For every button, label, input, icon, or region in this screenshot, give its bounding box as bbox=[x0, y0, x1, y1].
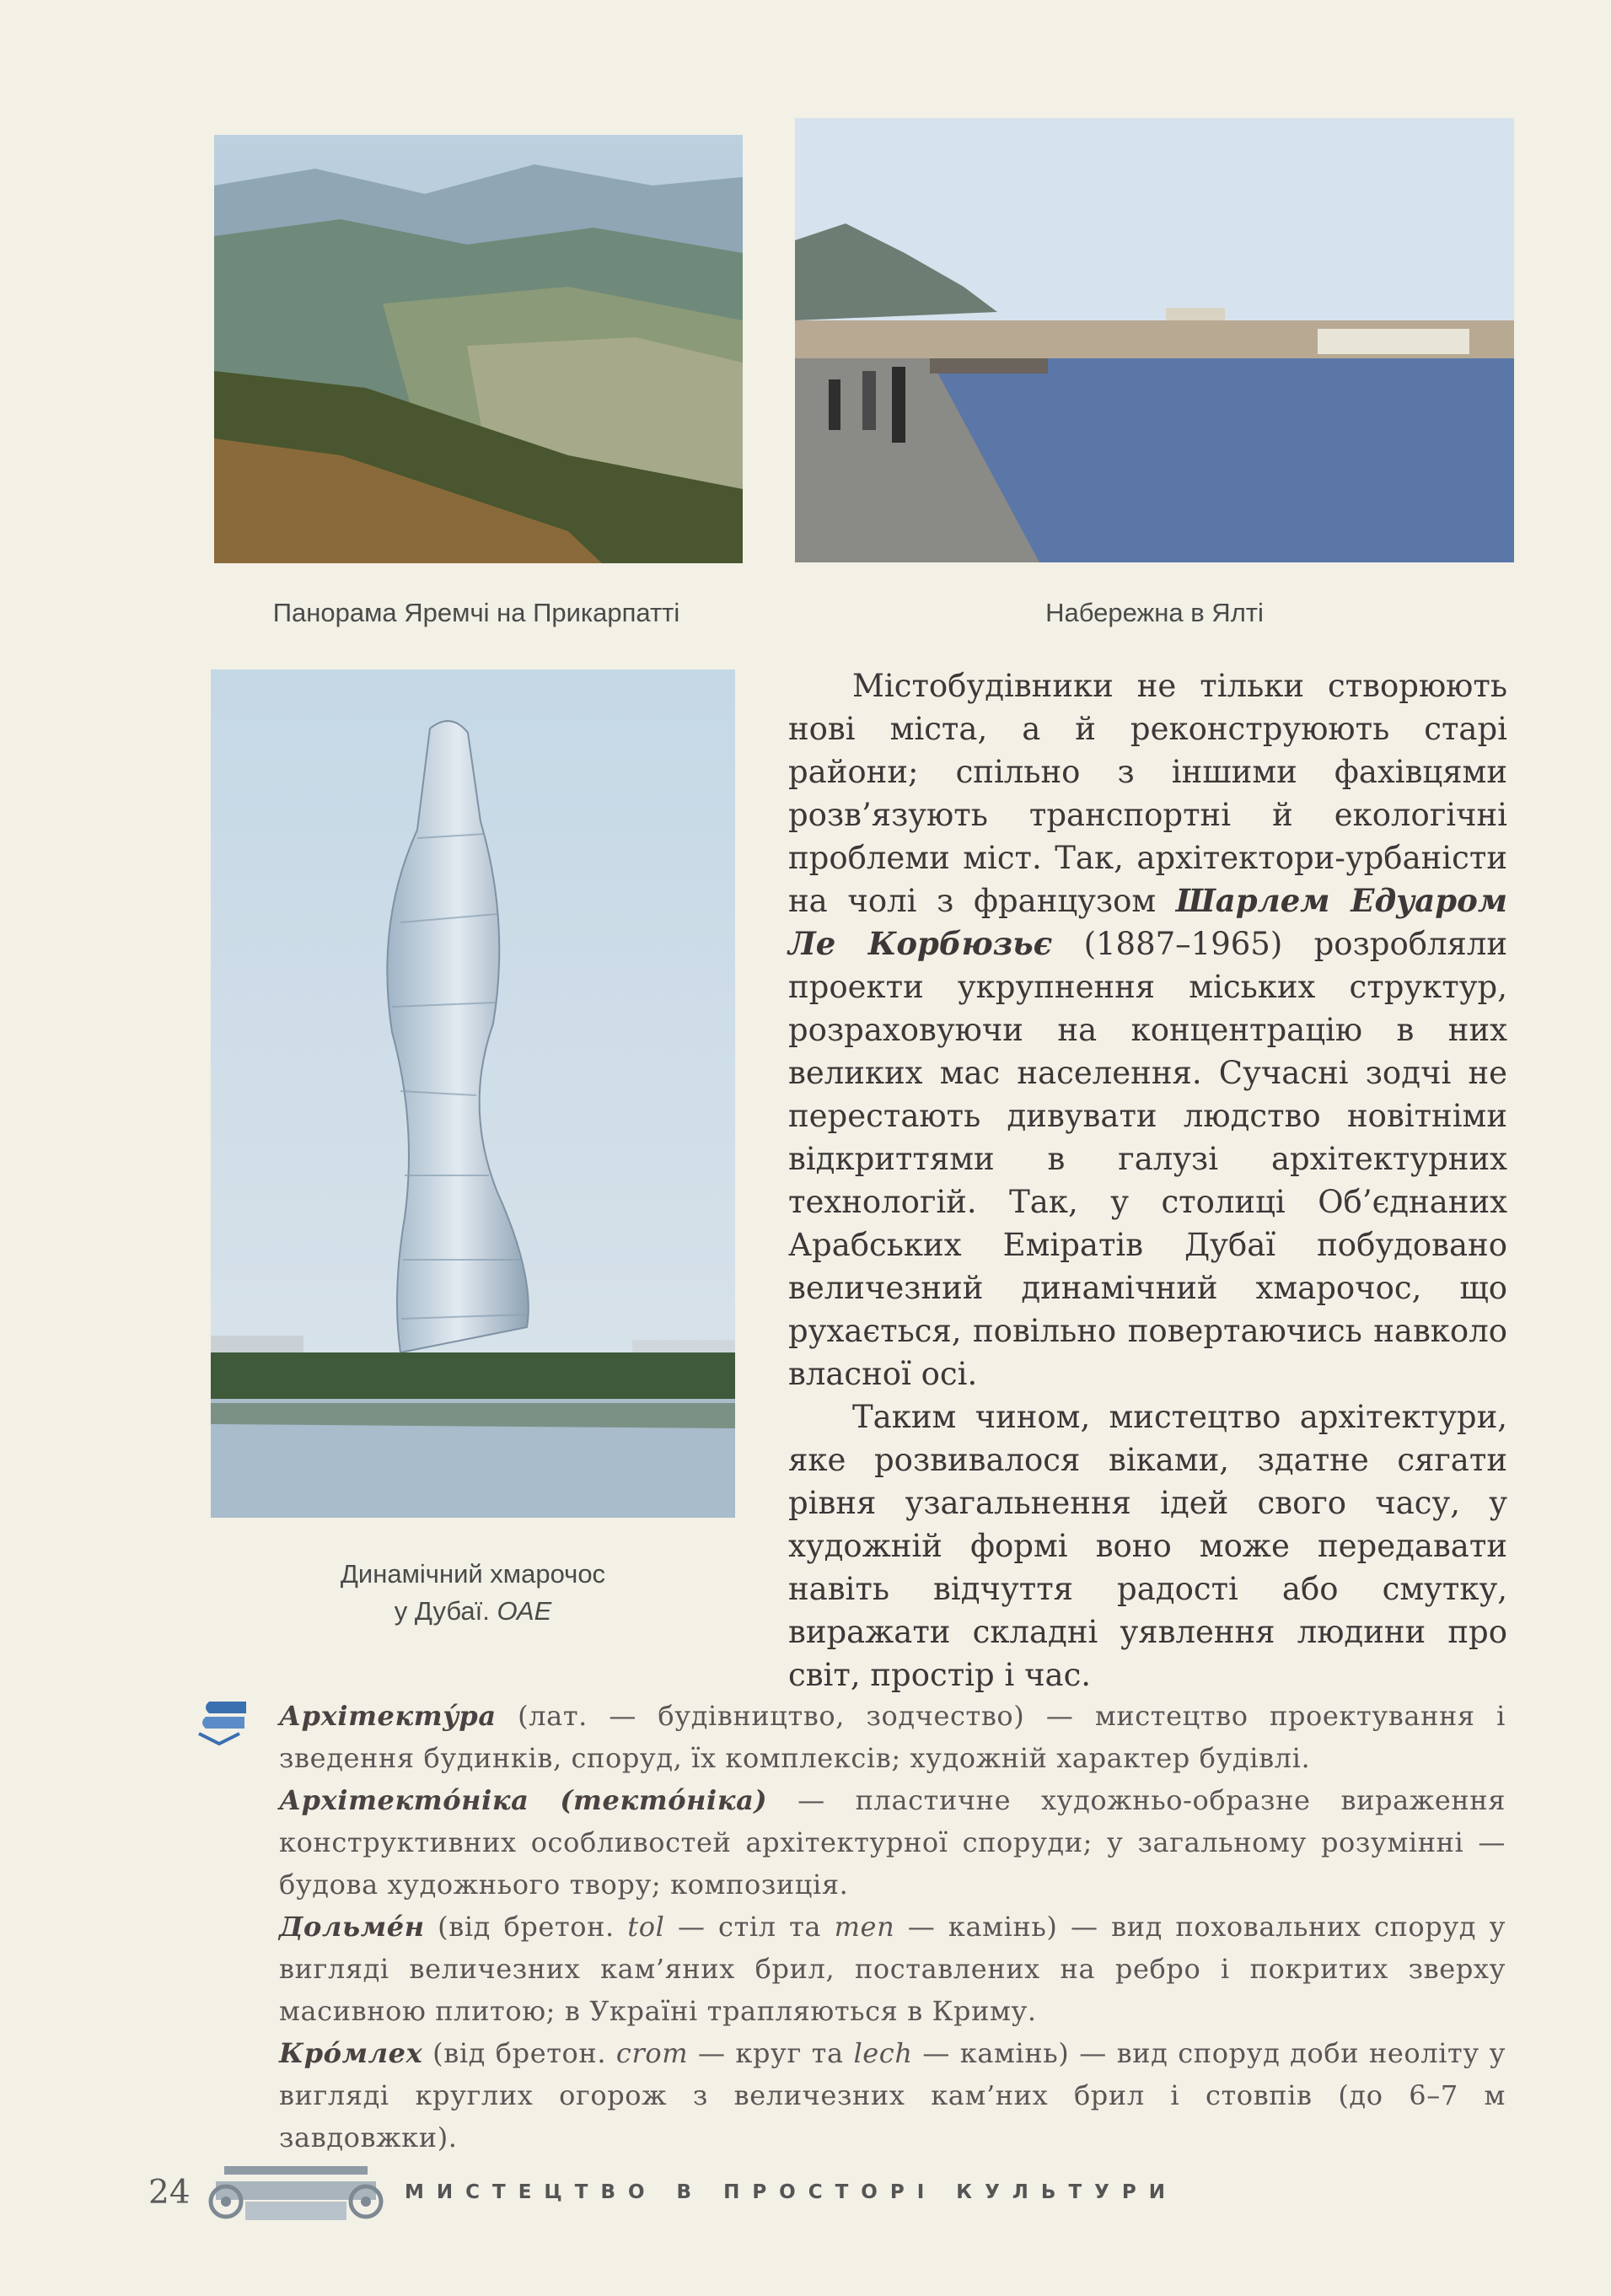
caption-yalta-text: Набережна в Ялті bbox=[1045, 598, 1264, 627]
caption-dubai-country: ОАЕ bbox=[497, 1596, 552, 1626]
glossary-definition: — стіл та bbox=[664, 1911, 835, 1943]
glossary-definition: — камінь) — вид споруд доби неоліту у вигляді круглих огорож з величезних кам’них брил і стовпів (до 6–7 м завдовжки). bbox=[279, 2037, 1506, 2154]
glossary-definition: — круг та bbox=[688, 2037, 854, 2069]
caption-dubai-line1: Динамічний хмарочос bbox=[340, 1559, 606, 1589]
dubai-image bbox=[211, 669, 735, 1518]
photo-yalta bbox=[795, 118, 1514, 562]
running-title: МИСТЕЦТВО В ПРОСТОРІ КУЛЬТУРИ bbox=[405, 2181, 1178, 2203]
caption-dubai bbox=[211, 1556, 735, 1630]
glossary-definition: (лат. — будівництво, зодчество) — мистецтво проектування і зведення будинків, споруд, їх комплексів; художній характер будівлі. bbox=[279, 1700, 1506, 1774]
caption-dubai-line2 bbox=[211, 1593, 735, 1630]
book-stack-icon bbox=[194, 1695, 261, 1754]
caption-yaremche-text: Панорама Яремчі на Прикарпатті bbox=[272, 598, 680, 627]
glossary-term: Дольмéн bbox=[279, 1911, 425, 1943]
architect-name: Шарлем Едуаром Ле Корбюзьє bbox=[788, 882, 1507, 962]
main-paragraph-1 bbox=[788, 664, 1507, 1395]
photo-yaremche bbox=[214, 135, 743, 563]
glossary-definition: — пластичне художньо-образне вираження конструктивних особливостей архітектурної споруди; у загальному розумінні — будова художнього твору; композиція. bbox=[279, 1784, 1506, 1901]
main-text bbox=[788, 664, 1507, 1696]
yaremche-image bbox=[214, 135, 743, 563]
glossary-entry-cromlech bbox=[279, 2032, 1506, 2159]
glossary-term: Архітектýра bbox=[279, 1700, 497, 1732]
photo-dubai bbox=[211, 669, 735, 1518]
glossary-entry-architecture bbox=[279, 1695, 1506, 1779]
main-paragraph-2: Таким чином, мистецтво архітектури, яке розвивалося віками, здатне сягати рівня узагальнення ідей свого часу, у художній формі воно може передавати навіть відчуття радості або смутку, виражати складні уявлення людини про світ, простір і час. bbox=[788, 1399, 1507, 1693]
glossary-term: Архітектóніка (тектóніка) bbox=[279, 1784, 768, 1816]
glossary-definition: — камінь) — вид поховальних споруд у вигляді величезних кам’яних брил, поставлених на ребро і покритих зверху масивною плитою; в Україні трапляються в Криму. bbox=[279, 1911, 1506, 2027]
glossary-entry-architectonics bbox=[279, 1779, 1506, 1906]
etymology-word: lech bbox=[853, 2037, 913, 2069]
glossary bbox=[279, 1695, 1506, 2159]
p1-text-b: (1887–1965) розробляли проекти укрупнення міських структур, розраховуючи на концентрацію в них великих мас населення. Сучасні зодчі не перестають дивувати людство новітніми відкриттями в галузі архітектурних технологій. Так, у столиці Об’єднаних Арабських Еміратів Дубаї побудовано величезний динамічний хмарочос, що рухається, повільно повертаючись навколо власної осі. bbox=[788, 926, 1508, 1392]
etymology-word: crom bbox=[615, 2037, 689, 2069]
glossary-definition: (від бретон. bbox=[422, 2037, 616, 2069]
etymology-word: men bbox=[834, 1911, 895, 1943]
p1-text-a: Містобудівники не тільки створюють нові міста, а й реконструюють старі райони; спільно з іншими фахівцями розв’язують транспортні й екологічні проблеми міст. Так, архітектори-урбаністи на чолі з французом bbox=[788, 668, 1507, 919]
caption-dubai-place: у Дубаї. bbox=[394, 1596, 497, 1626]
ionic-capital-icon bbox=[207, 2163, 384, 2226]
glossary-entry-dolmen bbox=[279, 1906, 1506, 2032]
caption-yaremche bbox=[194, 594, 759, 632]
yalta-image bbox=[795, 118, 1514, 562]
etymology-word: tol bbox=[627, 1911, 665, 1943]
caption-yalta bbox=[795, 594, 1514, 632]
page-number: 24 bbox=[148, 2174, 191, 2212]
glossary-definition: (від бретон. bbox=[424, 1911, 628, 1943]
glossary-term: Крóмлех bbox=[279, 2037, 423, 2069]
